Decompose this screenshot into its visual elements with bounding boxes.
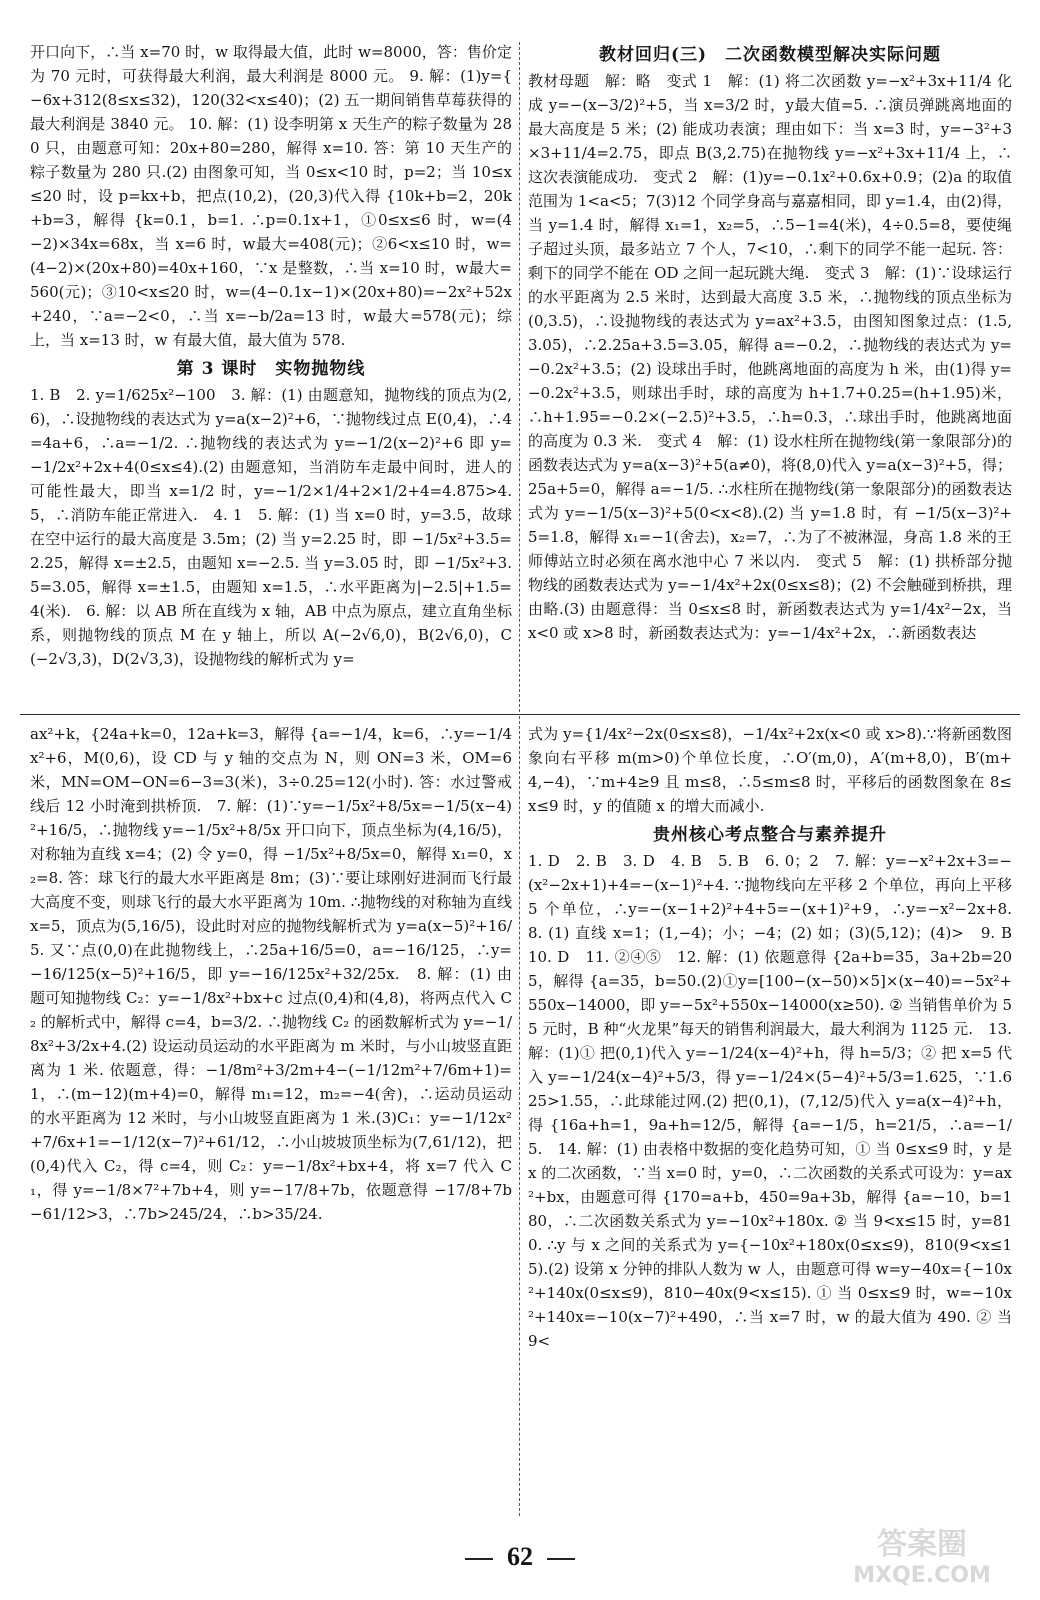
watermark-url: MXQE.COM	[853, 1563, 991, 1588]
solution-text-continued: 开口向下，∴当 x=70 时，w 取得最大值，此时 w=8000，答：售价定为 70 元时，可获得最大利润，最大利润是 8000 元。 9. 解：(1)y={ −6x+312(8≤x≤32)，120(32<x≤40)；(2) 五一期间销售草莓获得的最大利润是 3840 元。 10. 解：(1) 设李明第 x 天生产的粽子数量为 280 只，由题意可知：20x+80=280，解得 x=10. 答：第 10 天生产的粽子数量为 280 只.(2) 由图象可知，当 0≤x<10 时，p=2；当 10≤x≤20 时，设 p=kx+b，把点(10,2)，(20,3)代入得 {10k+b=2，20k+b=3，解得 {k=0.1，b=1. ∴p=0.1x+1，①0≤x≤6 时，w=(4−2)×34x=68x，当 x=6 时，w最大=408(元)；②6<x≤10 时，w=(4−2)×(20x+80)=40x+160，∵x 是整数，∴当 x=10 时，w最大=560(元)；③10<x≤20 时，w=(4−0.1x−1)×(20x+80)=−2x²+52x+240，∵a=−2<0，∴当 x=−b/2a=13 时，w最大=578(元)；综上，当 x=13 时，w 有最大值，最大值为 578.	[30, 43, 512, 349]
solution-text-continued-right: 式为 y={1/4x²−2x(0≤x≤8)，−1/4x²+2x(x<0 或 x>8).∵将新函数图象向右平移 m(m>0)个单位长度，∴O′(m,0)，A′(m+8,0)，B′(m+4,−4)，∵m+4≥9 且 m≤8，∴5≤m≤8 时，平移后的函数图象在 8≤x≤9 时，y 的值随 x 的增大而减小.	[528, 725, 1012, 815]
solution-text-lesson-3: 1. B 2. y=1/625x²−100 3. 解：(1) 由题意知，抛物线的顶点为(2,6)，∴设抛物线的表达式为 y=a(x−2)²+6，∵抛物线过点 E(0,4)，∴4=4a+6，∴a=−1/2. ∴抛物线的表达式为 y=−1/2(x−2)²+6 即 y=−1/2x²+2x+4(0≤x≤4).(2) 由题意知，当消防车走最中间时，进人的可能性最大，即当 x=1/2 时，y=−1/2×1/4+2×1/2+4=4.875>4.5，∴消防车能正常进入. 4. 1 5. 解：(1) 当 x=0 时，y=3.5，故球在空中运行的最大高度是 3.5m；(2) 当 y=2.25 时，即 −1/5x²+3.5=2.25，解得 x=±2.5，由题知 x=−2.5. 当 y=3.05 时，即 −1/5x²+3.5=3.05，解得 x=±1.5，由题知 x=1.5，∴水平距离为|−2.5|+1.5=4(米). 6. 解：以 AB 所在直线为 x 轴，AB 中点为原点，建立直角坐标系，则抛物线的顶点 M 在 y 轴上，所以 A(−2√6,0)，B(2√6,0)，C(−2√3,3)，D(2√3,3)，设抛物线的解析式为 y=	[30, 386, 512, 668]
column-top-left	[30, 40, 512, 710]
page-number: 62	[507, 1542, 533, 1571]
section-heading-textbook-review: 教材回归(三) 二次函数模型解决实际问题	[598, 45, 942, 65]
watermark-text: 答案圈	[877, 1527, 967, 1562]
solution-text-textbook-review: 教材母题 解：略 变式 1 解：(1) 将二次函数 y=−x²+3x+11/4 化成 y=−(x−3/2)²+5，当 x=3/2 时，y最大值=5. ∴演员弹跳离地面的最大高度是 5 米；(2) 能成功表演；理由如下：当 x=3 时，y=−3²+3×3+11/4=2.75，即点 B(3,2.75)在抛物线 y=−x²+3x+11/4 上，∴这次表演能成功. 变式 2 解：(1)y=−0.1x²+0.6x+0.9；(2)a 的取值范围为 1<a<5；7(3)12 个同学身高与嘉嘉相同，即 y=1.4，由(2)得，当 y=1.4 时，解得 x₁=1，x₂=5，∴5−1=4(米)，4÷0.5=8，要使绳子超过头顶，最多站立 7 个人，7<10，∴剩下的同学不能一起玩. 答：剩下的同学不能在 OD 之间一起玩跳大绳. 变式 3 解：(1)∵设球运行的水平距离为 2.5 米时，达到最大高度 3.5 米，∴抛物线的顶点坐标为(0,3.5)，∴设抛物线的表达式为 y=ax²+3.5，由图知图象过点：(1.5,3.05)，∴2.25a+3.5=3.05，解得 a=−0.2，∴抛物线的表达式为 y=−0.2x²+3.5；(2) 设球出手时，他跳离地面的高度为 h 米，由(1)得 y=−0.2x²+3.5，则球出手时，球的高度为 h+1.7+0.25=(h+1.95)米，∴h+1.95=−0.2×(−2.5)²+3.5，∴h=0.3，∴球出手时，他跳离地面的高度为 0.3 米. 变式 4 解：(1) 设水柱所在抛物线(第一象限部分)的函数表达式为 y=a(x−3)²+5(a≠0)，将(8,0)代入 y=a(x−3)²+5，得；25a+5=0，解得 a=−1/5. ∴水柱所在抛物线(第一象限部分)的函数表达式为 y=−1/5(x−3)²+5(0<x<8).(2) 当 y=1.8 时，有 −1/5(x−3)²+5=1.8，解得 x₁=−1(舍去)，x₂=7，∴为了不被淋湿，身高 1.8 米的王师傅站立时必须在离水池中心 7 米以内. 变式 5 解：(1) 拱桥部分抛物线的函数表达式为 y=−1/4x²+2x(0≤x≤8)；(2) 不会触碰到桥拱，理由略.(3) 由题意得：当 0≤x≤8 时，新函数表达式为 y=1/4x²−2x，当 x<0 或 x>8 时，新函数表达式为：y=−1/4x²+2x，∴新函数表达	[528, 72, 1012, 642]
solution-text-guizhou-review: 1. D 2. B 3. D 4. B 5. B 6. 0；2 7. 解：y=−x²+2x+3=−(x²−2x+1)+4=−(x−1)²+4. ∵抛物线向左平移 2 个单位，再向上平移 5 个单位，∴y=−(x−1+2)²+4+5=−(x+1)²+9，∴y=−x²−2x+8. 8. (1) 直线 x=1；(1,−4)；小；−4；(2) 如；(3)(5,12)；(4)> 9. B 10. D 11. ②④⑤ 12. 解：(1) 依题意得 {2a+b=35，3a+2b=205，解得 {a=35，b=50.(2)①y=[100−(x−50)×5]×(x−40)=−5x²+550x−14000，即 y=−5x²+550x−14000(x≥50). ② 当销售单价为 55 元时，B 种“火龙果”每天的销售利润最大，最大利润为 1125 元. 13. 解：(1)① 把(0,1)代入 y=−1/24(x−4)²+h，得 h=5/3；② 把 x=5 代入 y=−1/24(x−4)²+5/3，得 y=−1/24×(5−4)²+5/3=1.625，∵1.625>1.55，∴此球能过网.(2) 把(0,1)，(7,12/5)代入 y=a(x−4)²+h，得 {16a+h=1，9a+h=12/5，解得 {a=−1/5，h=21/5，∴a=−1/5. 14. 解：(1) 由表格中数据的变化趋势可知，① 当 0≤x≤9 时，y 是 x 的二次函数，∵当 x=0 时，y=0，∴二次函数的关系式可设为：y=ax²+bx，由题意可得 {170=a+b，450=9a+3b，解得 {a=−10，b=180，∴二次函数关系式为 y=−10x²+180x. ② 当 9<x≤15 时，y=810. ∴y 与 x 之间的关系式为 y={−10x²+180x(0≤x≤9)，810(9<x≤15).(2) 设第 x 分钟的排队人数为 w 人，由题意可得 w=y−40x={−10x²+140x(0≤x≤9)，810−40x(9<x≤15). ① 当 0≤x≤9 时，w=−10x²+140x=−10(x−7)²+490，∴当 x=7 时，w 的最大值为 490. ② 当 9<	[528, 852, 1028, 1350]
watermark-logo	[822, 1520, 1022, 1590]
footer-dash-left	[465, 1558, 493, 1560]
column-bottom-left	[30, 722, 512, 1522]
footer-dash-right	[547, 1558, 575, 1560]
solution-text-bottom-left: ax²+k，{24a+k=0，12a+k=3，解得 {a=−1/4，k=6，∴y=−1/4x²+6，M(0,6)，设 CD 与 y 轴的交点为 N，则 ON=3 米，OM=6 米，MN=OM−ON=6−3=3(米)，3÷0.25=12(小时). 答：水过警戒线后 12 小时淹到拱桥顶. 7. 解：(1)∵y=−1/5x²+8/5x=−1/5(x−4)²+16/5，∴抛物线 y=−1/5x²+8/5x 开口向下，顶点坐标为(4,16/5)，对称轴为直线 x=4；(2) 令 y=0，得 −1/5x²+8/5x=0，解得 x₁=0，x₂=8. 答：球飞行的最大水平距离是 8m；(3)∵要让球刚好进洞而飞行最大高度不变，则球飞行的最大水平距离为 10m. ∴抛物线的对称轴为直线 x=5，顶点为(5,16/5)，设此时对应的抛物线解析式为 y=a(x−5)²+16/5. 又∵点(0,0)在此抛物线上，∴25a+16/5=0，a=−16/125，∴y=−16/125(x−5)²+16/5，即 y=−16/125x²+32/25x. 8. 解：(1) 由题可知抛物线 C₂：y=−1/8x²+bx+c 过点(0,4)和(4,8)，将两点代入 C₂ 的解析式中，解得 c=4，b=3/2. ∴抛物线 C₂ 的函数解析式为 y=−1/8x²+3/2x+4.(2) 设运动员运动的水平距离为 m 米时，与小山坡竖直距离为 1 米. 依题意，得：−1/8m²+3/2m+4−(−1/12m²+7/6m+1)=1，∴(m−12)(m+4)=0，解得 m₁=12，m₂=−4(舍)，∴运动员运动的水平距离为 12 米时，与小山坡竖直距离为 1 米.(3)C₁：y=−1/12x²+7/6x+1=−1/12(x−7)²+61/12，∴小山坡坡顶坐标为(7,61/12)，把(0,4)代入 C₂，得 c=4，则 C₂：y=−1/8x²+bx+4，将 x=7 代入 C₁，得 y=−1/8×7²+7b+4，则 y=−17/8+7b，依题意得 −17/8+7b−61/12>3，∴7b>245/24，∴b>35/24.	[30, 725, 512, 1223]
column-divider-top	[519, 42, 520, 712]
section-heading-lesson-3: 第 3 课时 实物抛物线	[176, 359, 366, 379]
column-top-right	[528, 40, 1012, 712]
horizontal-divider	[20, 714, 1020, 715]
column-bottom-right	[528, 722, 1028, 1522]
column-divider-bottom	[519, 716, 520, 1516]
section-heading-guizhou-review: 贵州核心考点整合与素养提升	[653, 825, 887, 845]
